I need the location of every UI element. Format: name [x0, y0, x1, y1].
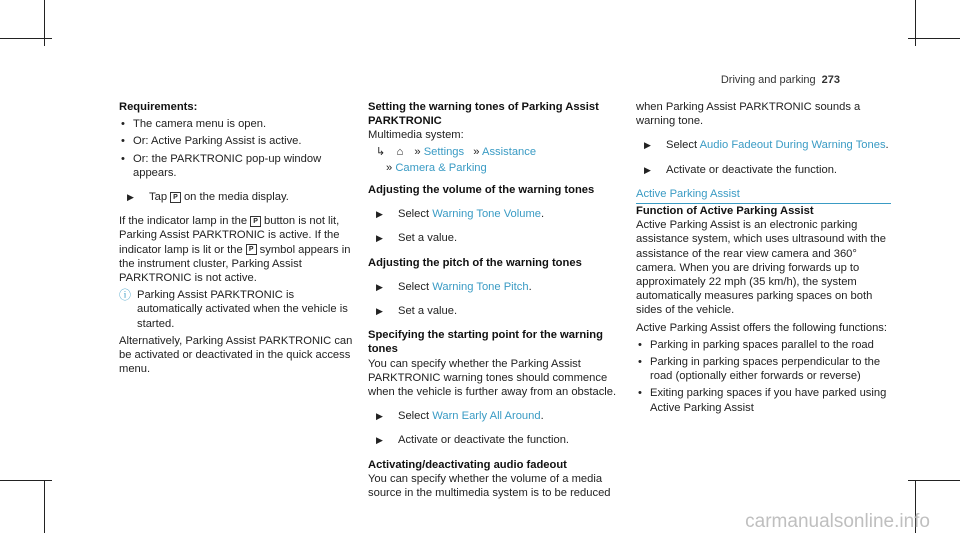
subheading: Activating/deactivating audio fadeout — [368, 458, 567, 471]
paragraph: Alternatively, Parking Assist PARKTRONIC can be activated or deactivated in the quick access menu. — [119, 334, 353, 376]
step: ▶ Select Warning Tone Volume. — [368, 207, 623, 221]
arrow-icon: ▶ — [376, 306, 383, 317]
subheading: Adjusting the volume of the warning tones — [368, 184, 595, 197]
step-tap: ▶ Tap P on the media display. — [119, 190, 355, 204]
paragraph: Active Parking Assist offers the following functions: — [636, 321, 888, 334]
watermark: carmanualsonline.info — [745, 510, 930, 532]
paragraph: You can specify whether the Parking Assist PARKTRONIC warning tones should commence when the vehicle is further away from an obstacle. — [368, 357, 617, 399]
arrow-icon: ▶ — [376, 209, 383, 220]
parking-button-icon: P — [170, 192, 181, 203]
paragraph: Active Parking Assist is an electronic parking assistance system, which uses ultrasound with the assistance of the rear view camera and 360° camera. When you are driving forwards up to approximately 22 mph (35 km/h), the system automatically measures parking spaces on both sides of the vehicle. — [636, 219, 886, 317]
arrow-icon: ▶ — [376, 435, 383, 446]
menu-item-settings: Settings — [423, 145, 465, 158]
paragraph: If the indicator lamp in the P button is not lit, Parking Assist PARKTRONIC is active. If the indicator lamp is lit or the P symbol appears in the instrument cluster, Parking Assist PARKTRONIC is not active. — [119, 215, 351, 285]
subheading: Function of Active Parking Assist — [636, 205, 814, 218]
step: ▶ Activate or deactivate the function. — [636, 163, 891, 177]
arrow-icon: ▶ — [376, 411, 383, 422]
paragraph: when Parking Assist PARKTRONIC sounds a warning tone. — [636, 101, 861, 128]
chevron-icon: » — [414, 145, 421, 158]
arrow-icon: ▶ — [644, 164, 651, 175]
paragraph: You can specify whether the volume of a media source in the multimedia system is to be reduced — [368, 472, 611, 500]
return-arrow-icon: ↳ — [376, 145, 386, 158]
list-item: • Or: Active Parking Assist is active. — [121, 135, 302, 148]
crop-mark — [44, 480, 45, 533]
info-icon: ⓘ — [119, 288, 132, 303]
list-item: • Parking in parking spaces perpendicular to the road (optionally either forwards or reverse) — [638, 356, 881, 383]
menu-item-camera-parking: Camera & Parking — [395, 161, 487, 174]
subheading: Specifying the starting point for the warning tones — [368, 329, 603, 356]
crop-mark — [44, 0, 45, 46]
page-header — [721, 73, 840, 87]
step: ▶ Select Warn Early All Around. — [368, 409, 623, 423]
list-item: • Exiting parking spaces if you have parked using Active Parking Assist — [638, 387, 887, 414]
list-item: • Or: the PARKTRONIC pop-up window appears. — [121, 152, 322, 179]
column-1 — [119, 100, 355, 376]
chevron-icon: » — [386, 161, 393, 174]
step: ▶ Select Audio Fadeout During Warning Tones. — [636, 138, 891, 152]
section-heading: Setting the warning tones of Parking Assist PARKTRONIC — [368, 101, 599, 128]
section-title: Driving and parking — [720, 74, 816, 86]
subheading: Adjusting the pitch of the warning tones — [368, 256, 582, 269]
step: ▶ Activate or deactivate the function. — [368, 433, 623, 447]
note: ⓘ Parking Assist PARKTRONIC is automatically activated when the vehicle is started. — [119, 288, 348, 330]
requirements-title: Requirements: — [119, 101, 198, 113]
step: ▶ Set a value. — [368, 304, 623, 318]
list-item: • Parking in parking spaces parallel to the road — [638, 338, 874, 351]
home-icon: ⌂ — [396, 145, 404, 158]
arrow-icon: ▶ — [127, 192, 134, 203]
menu-path — [368, 145, 623, 159]
column-2 — [368, 100, 623, 500]
list-item: • The camera menu is open. — [121, 118, 267, 131]
page-number: 273 — [821, 74, 840, 86]
menu-path — [368, 161, 623, 175]
step: ▶ Set a value. — [368, 231, 623, 245]
chevron-icon: » — [473, 145, 480, 158]
menu-item-assistance: Assistance — [481, 145, 537, 158]
column-3 — [636, 100, 891, 418]
arrow-icon: ▶ — [376, 233, 383, 244]
parking-button-icon: P — [250, 216, 261, 227]
arrow-icon: ▶ — [376, 281, 383, 292]
parking-symbol-icon: P — [246, 244, 257, 255]
crop-mark — [915, 0, 916, 46]
section-title: Active Parking Assist — [636, 187, 891, 204]
arrow-icon: ▶ — [644, 140, 651, 151]
system-label: Multimedia system: — [368, 129, 464, 142]
step: ▶ Select Warning Tone Pitch. — [368, 280, 623, 294]
